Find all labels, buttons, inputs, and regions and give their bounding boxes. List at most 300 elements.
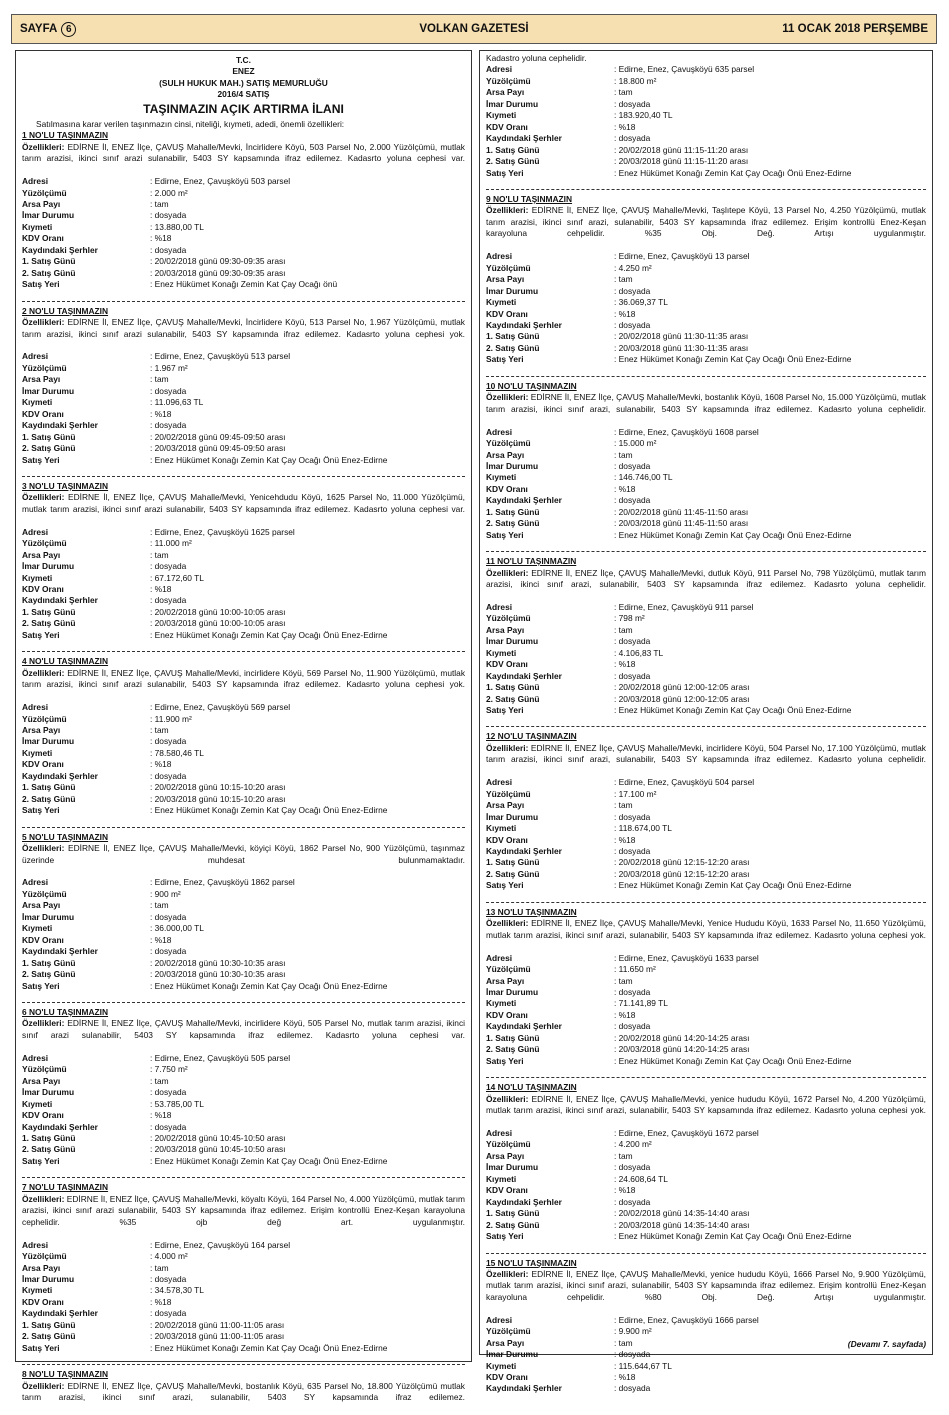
field-label-kdv: KDV Oranı xyxy=(22,1110,64,1121)
field-row-kiymet xyxy=(486,472,926,483)
field-value-s1: : 20/02/2018 günü 10:15-10:20 arası xyxy=(150,782,286,793)
field-row-imar xyxy=(22,561,465,572)
dashed-separator xyxy=(22,301,465,302)
field-value-s1: : 20/02/2018 günü 11:00-11:05 arası xyxy=(150,1319,285,1330)
field-row-adres xyxy=(486,953,926,964)
field-label-yer: Satış Yeri xyxy=(22,1342,60,1353)
newspaper-name: VOLKAN GAZETESİ xyxy=(419,23,529,35)
field-label-yuz: Yüzölçümü xyxy=(22,1064,67,1075)
field-row-yer xyxy=(486,880,926,891)
field-label-s1: 1. Satış Günü xyxy=(486,682,540,693)
field-value-s1: : 20/02/2018 günü 11:45-11:50 arası xyxy=(614,506,749,517)
field-label-yuz: Yüzölçümü xyxy=(22,538,67,549)
field-value-yuz: : 7.750 m² xyxy=(150,1064,188,1075)
field-value-arsa: : tam xyxy=(614,274,633,285)
field-value-imar: : dosyada xyxy=(150,210,187,221)
field-row-kiymet xyxy=(22,222,465,233)
field-value-kiymet: : 183.920,40 TL xyxy=(614,110,673,121)
field-label-yuz: Yüzölçümü xyxy=(22,888,67,899)
issue-date: 11 OCAK 2018 PERŞEMBE xyxy=(782,23,928,35)
field-row-arsa xyxy=(22,900,465,911)
field-label-adres: Adresi xyxy=(22,176,49,187)
field-row-arsa xyxy=(22,1263,465,1274)
field-row-arsa xyxy=(486,87,926,98)
field-value-s1: : 20/02/2018 günü 12:15-12:20 arası xyxy=(614,857,750,868)
field-label-kiymet: Kıymeti xyxy=(486,647,517,658)
field-label-arsa: Arsa Payı xyxy=(486,1150,525,1161)
field-row-serh xyxy=(486,1383,926,1394)
field-label-arsa: Arsa Payı xyxy=(486,975,525,986)
property-block xyxy=(486,194,926,366)
property-block-continued xyxy=(486,64,926,179)
field-label-s1: 1. Satış Günü xyxy=(22,606,76,617)
dashed-separator xyxy=(22,827,465,828)
field-value-imar: : dosyada xyxy=(614,986,651,997)
field-row-kiymet xyxy=(486,1174,926,1185)
field-value-yuz: : 4.200 m² xyxy=(614,1139,652,1150)
field-label-imar: İmar Durumu xyxy=(486,1162,539,1173)
field-label-kdv: KDV Oranı xyxy=(22,584,64,595)
field-value-yer: : Enez Hükümet Konağı Zemin Kat Çay Ocağı Önü Enez-Edirne xyxy=(614,354,852,365)
property-description xyxy=(486,568,926,602)
field-row-adres xyxy=(22,877,465,888)
field-label-kdv: KDV Oranı xyxy=(486,308,528,319)
description-label: Özellikleri: xyxy=(22,317,65,328)
field-label-arsa: Arsa Payı xyxy=(22,1075,61,1086)
property-block xyxy=(486,381,926,541)
description-label: Özellikleri: xyxy=(22,1018,65,1029)
field-value-kiymet: : 78.580,46 TL xyxy=(150,747,204,758)
field-row-kdv xyxy=(22,759,465,770)
field-row-yuz xyxy=(486,1139,926,1150)
field-row-s1 xyxy=(22,782,465,793)
field-label-yuz: Yüzölçümü xyxy=(22,362,67,373)
field-value-imar: : dosyada xyxy=(614,460,651,471)
field-row-imar xyxy=(486,812,926,823)
field-label-yuz: Yüzölçümü xyxy=(486,1326,531,1337)
field-row-yuz xyxy=(486,964,926,975)
field-row-kiymet xyxy=(486,823,926,834)
field-row-yer xyxy=(486,1056,926,1067)
field-label-arsa: Arsa Payı xyxy=(22,1262,61,1273)
field-label-serh: Kaydındaki Şerhler xyxy=(22,595,98,606)
field-value-yuz: : 9.900 m² xyxy=(614,1326,652,1337)
field-value-kiymet: : 4.106,83 TL xyxy=(614,647,664,658)
field-row-yuz xyxy=(22,363,465,374)
field-value-kdv: : %18 xyxy=(614,1009,636,1020)
field-label-yuz: Yüzölçümü xyxy=(486,788,531,799)
field-value-kiymet: : 36.000,00 TL xyxy=(150,923,204,934)
dashed-separator xyxy=(22,651,465,652)
field-row-adres xyxy=(22,702,465,713)
dashed-separator xyxy=(486,376,926,377)
field-row-serh xyxy=(486,320,926,331)
field-row-s2 xyxy=(486,518,926,529)
property-heading: 8 NO'LU TAŞINMAZIN xyxy=(22,1369,109,1380)
field-value-s2: : 20/03/2018 günü 11:30-11:35 arası xyxy=(614,342,749,353)
field-row-yer xyxy=(22,805,465,816)
description-label: Özellikleri: xyxy=(22,667,65,678)
property-description xyxy=(22,1018,465,1052)
field-label-kdv: KDV Oranı xyxy=(486,1372,528,1383)
field-row-adres xyxy=(486,427,926,438)
field-label-s2: 2. Satış Günü xyxy=(22,267,76,278)
property-block xyxy=(22,130,465,290)
field-label-imar: İmar Durumu xyxy=(22,911,75,922)
field-row-s2 xyxy=(486,694,926,705)
field-value-kiymet: : 34.578,30 TL xyxy=(150,1285,204,1296)
field-label-yuz: Yüzölçümü xyxy=(486,75,531,86)
field-row-s1 xyxy=(486,331,926,342)
property-block xyxy=(22,306,465,466)
field-label-adres: Adresi xyxy=(486,952,513,963)
field-value-kdv: : %18 xyxy=(150,759,172,770)
description-text: EDİRNE İl, ENEZ İlçe, ÇAVUŞ Mahalle/Mevki, bostanlık Köyü, 635 Parsel No, 18.800 Yüzölçümü mutlak tarım arazisi, ikinci sınıf arazi, sulanabilir, 5403 SY kapsamında ifraz edilemez. xyxy=(22,1380,465,1403)
property-heading: 4 NO'LU TAŞINMAZIN xyxy=(22,656,109,667)
field-label-s2: 2. Satış Günü xyxy=(22,443,76,454)
field-row-s1 xyxy=(22,1320,465,1331)
dashed-separator xyxy=(486,902,926,903)
field-label-kiymet: Kıymeti xyxy=(486,998,517,1009)
field-row-kdv xyxy=(22,935,465,946)
field-row-yuz xyxy=(22,1251,465,1262)
field-label-serh: Kaydındaki Şerhler xyxy=(22,244,98,255)
description-label: Özellikleri: xyxy=(486,742,529,753)
field-label-yer: Satış Yeri xyxy=(22,1155,60,1166)
field-row-arsa xyxy=(22,550,465,561)
property-description xyxy=(486,1269,926,1315)
field-label-imar: İmar Durumu xyxy=(22,736,75,747)
field-row-s1 xyxy=(22,432,465,443)
field-row-imar xyxy=(22,912,465,923)
field-label-imar: İmar Durumu xyxy=(22,385,75,396)
field-row-arsa xyxy=(486,450,926,461)
dashed-separator xyxy=(486,1077,926,1078)
field-label-yuz: Yüzölçümü xyxy=(22,1251,67,1262)
field-row-yer xyxy=(486,354,926,365)
description-label: Özellikleri: xyxy=(22,492,65,503)
field-row-kdv xyxy=(486,1185,926,1196)
field-row-kdv xyxy=(486,484,926,495)
field-row-yuz xyxy=(486,789,926,800)
field-label-arsa: Arsa Payı xyxy=(22,900,61,911)
field-label-kiymet: Kıymeti xyxy=(22,1285,53,1296)
field-row-kiymet xyxy=(22,923,465,934)
property-heading: 3 NO'LU TAŞINMAZIN xyxy=(22,480,109,491)
dashed-separator xyxy=(22,1177,465,1178)
field-value-yer: : Enez Hükümet Konağı Zemin Kat Çay Ocağı Önü Enez-Edirne xyxy=(150,980,388,991)
field-label-adres: Adresi xyxy=(486,777,513,788)
field-value-arsa: : tam xyxy=(614,1150,633,1161)
description-label: Özellikleri: xyxy=(22,1193,65,1204)
field-value-adres: : Edirne, Enez, Çavuşköyü 13 parsel xyxy=(614,251,750,262)
field-label-serh: Kaydındaki Şerhler xyxy=(486,1021,562,1032)
field-row-kdv xyxy=(486,835,926,846)
field-row-s2 xyxy=(22,618,465,629)
property-description xyxy=(22,317,465,351)
dashed-separator xyxy=(22,476,465,477)
field-row-s1 xyxy=(22,1133,465,1144)
property-heading: 9 NO'LU TAŞINMAZIN xyxy=(486,193,573,204)
field-label-kiymet: Kıymeti xyxy=(486,472,517,483)
field-row-kdv xyxy=(22,233,465,244)
field-label-arsa: Arsa Payı xyxy=(486,624,525,635)
field-value-yer: : Enez Hükümet Konağı Zemin Kat Çay Ocağı Önü Enez-Edirne xyxy=(150,1155,388,1166)
notice-intro: Satılmasına karar verilen taşınmazın cinsi, niteliği, kıymeti, adedi, önemli özellikleri: xyxy=(36,118,345,129)
field-row-yer xyxy=(22,981,465,992)
field-label-serh: Kaydındaki Şerhler xyxy=(486,670,562,681)
field-row-yer xyxy=(486,168,926,179)
field-label-s2: 2. Satış Günü xyxy=(22,1331,76,1342)
field-value-s2: : 20/03/2018 günü 11:00-11:05 arası xyxy=(150,1331,285,1342)
field-row-s1 xyxy=(486,1033,926,1044)
field-row-imar xyxy=(22,736,465,747)
field-label-serh: Kaydındaki Şerhler xyxy=(22,420,98,431)
field-label-kiymet: Kıymeti xyxy=(22,1098,53,1109)
field-label-serh: Kaydındaki Şerhler xyxy=(486,495,562,506)
field-value-serh: : dosyada xyxy=(150,420,187,431)
field-label-adres: Adresi xyxy=(486,1127,513,1138)
field-label-s2: 2. Satış Günü xyxy=(486,693,540,704)
field-row-s1 xyxy=(22,958,465,969)
field-row-arsa xyxy=(486,625,926,636)
notice-tc: T.C. xyxy=(236,55,251,65)
field-value-s1: : 20/02/2018 günü 11:15-11:20 arası xyxy=(614,144,749,155)
field-row-adres xyxy=(22,1053,465,1064)
field-row-yuz xyxy=(486,263,926,274)
field-value-serh: : dosyada xyxy=(614,133,651,144)
field-row-kiymet xyxy=(486,297,926,308)
field-row-s2 xyxy=(486,156,926,167)
field-value-yer: : Enez Hükümet Konağı Zemin Kat Çay Ocağı Önü Enez-Edirne xyxy=(150,805,388,816)
field-label-serh: Kaydındaki Şerhler xyxy=(486,846,562,856)
description-text: EDİRNE İl, ENEZ İlçe, ÇAVUŞ Mahalle/Mevki, yenice hududu Köyü, 1666 Parsel No, 9.900 Yüzölçümü, mutlak tarım arazisi, ikinci sınıf arazi, sulanabilir, 5403 SY kapsamında ifraz edilemez. Erişim kontrollü Enez-Keşan karayoluna cehpelidir. %80 Obj. Değ. Artışı uygulanmıştır. xyxy=(486,1268,926,1302)
field-label-imar: İmar Durumu xyxy=(22,210,75,221)
field-row-kiymet xyxy=(486,648,926,659)
field-label-adres: Adresi xyxy=(22,877,49,888)
field-label-arsa: Arsa Payı xyxy=(486,274,525,285)
property-description xyxy=(486,205,926,251)
field-row-kdv xyxy=(486,1010,926,1021)
field-value-serh: : dosyada xyxy=(614,670,651,681)
field-value-serh: : dosyada xyxy=(614,319,651,330)
property-heading: 2 NO'LU TAŞINMAZIN xyxy=(22,305,109,316)
field-label-arsa: Arsa Payı xyxy=(486,1337,525,1348)
field-label-serh: Kaydındaki Şerhler xyxy=(22,1308,98,1319)
field-value-serh: : dosyada xyxy=(614,846,651,856)
field-value-s1: : 20/02/2018 günü 14:20-14:25 arası xyxy=(614,1032,750,1043)
field-value-yer: : Enez Hükümet Konağı Zemin Kat Çay Ocağı Önü Enez-Edirne xyxy=(614,1231,852,1242)
field-label-adres: Adresi xyxy=(486,601,513,612)
field-label-serh: Kaydındaki Şerhler xyxy=(486,133,562,144)
field-label-serh: Kaydındaki Şerhler xyxy=(486,319,562,330)
field-value-arsa: : tam xyxy=(614,87,633,98)
field-row-adres xyxy=(486,602,926,613)
property-block xyxy=(22,1369,465,1415)
description-text: EDİRNE İl, ENEZ İlçe, ÇAVUŞ Mahalle/Mevki, yenice hududu Köyü, 1672 Parsel No, 4.200 Yüzölçümü, mutlak tarım arazisi, ikinci sınıf arazi, sulanabilir, 5403 SY kapsamında ifraz edilemez. Kadasrto yoluna cephesi yok. xyxy=(486,1093,926,1116)
field-label-imar: İmar Durumu xyxy=(486,986,539,997)
field-row-kdv xyxy=(486,309,926,320)
property-block xyxy=(486,1082,926,1242)
field-label-adres: Adresi xyxy=(22,526,49,537)
field-row-serh xyxy=(22,595,465,606)
description-text: EDİRNE İl, ENEZ İlçe, ÇAVUŞ Mahalle/Mevki, Yenicehdudu Köyü, 1625 Parsel No, 11.000 Yüzölçümü, mutlak tarım arazisi, ikinci sınıf arazi sulanabilir, 5403 SY kapsamında ifraz edilemez. Kadasrto yoluna cephesi var. xyxy=(22,492,465,514)
field-label-yer: Satış Yeri xyxy=(486,354,524,365)
property-heading: 13 NO'LU TAŞINMAZIN xyxy=(486,906,577,917)
field-label-serh: Kaydındaki Şerhler xyxy=(22,946,98,957)
field-value-s1: : 20/02/2018 günü 10:00-10:05 arası xyxy=(150,606,286,617)
field-label-kdv: KDV Oranı xyxy=(22,1296,64,1307)
field-value-yuz: : 18.800 m² xyxy=(614,75,657,86)
property-description xyxy=(486,743,926,777)
field-row-s1 xyxy=(486,857,926,868)
field-value-imar: : dosyada xyxy=(150,736,187,747)
field-label-imar: İmar Durumu xyxy=(486,636,539,647)
field-value-yer: : Enez Hükümet Konağı Zemin Kat Çay Ocağı Önü Enez-Edirne xyxy=(614,167,852,178)
field-label-s1: 1. Satış Günü xyxy=(22,431,76,442)
field-label-arsa: Arsa Payı xyxy=(22,549,61,560)
field-value-adres: : Edirne, Enez, Çavuşköyü 1625 parsel xyxy=(150,526,295,537)
field-label-imar: İmar Durumu xyxy=(486,811,539,822)
field-row-arsa xyxy=(486,1151,926,1162)
field-row-imar xyxy=(22,210,465,221)
property-block xyxy=(22,656,465,816)
field-label-yer: Satış Yeri xyxy=(486,705,524,716)
field-label-s1: 1. Satış Günü xyxy=(22,1132,76,1143)
field-row-yer xyxy=(486,1231,926,1242)
property-heading: 5 NO'LU TAŞINMAZIN xyxy=(22,831,109,842)
property-description xyxy=(22,668,465,702)
field-row-serh xyxy=(22,245,465,256)
field-value-yuz: : 17.100 m² xyxy=(614,788,657,799)
field-value-serh: : dosyada xyxy=(614,1021,651,1032)
field-label-adres: Adresi xyxy=(22,1052,49,1063)
property-block xyxy=(22,481,465,641)
description-text: EDİRNE İl, ENEZ İlçe, ÇAVUŞ Mahalle/Mevki, köyiçi Köyü, 1862 Parsel No, 900 Yüzölçümü, taşınmaz üzerinde muhdesat bulunmamaktadır. xyxy=(22,843,465,865)
field-row-serh xyxy=(22,1122,465,1133)
property-block xyxy=(22,1007,465,1167)
dashed-separator xyxy=(486,189,926,190)
field-row-imar xyxy=(486,286,926,297)
field-row-serh xyxy=(22,420,465,431)
field-value-kdv: : %18 xyxy=(614,659,636,670)
continued-note: (Devamı 7. sayfada) xyxy=(847,1338,926,1349)
field-label-kiymet: Kıymeti xyxy=(22,221,53,232)
description-text: EDİRNE İl, ENEZ İlçe, ÇAVUŞ Mahalle/Mevki, dutluk Köyü, 911 Parsel No, 798 Yüzölçümü, mutlak tarım arazisi, ikinci sınıf arazi, sulanabilir, 5403 SY kapsamında ifraz edilemez. Kadasrto yoluna cephelidir. xyxy=(486,567,926,590)
continuation-text: Kadastro yoluna cephelidir. xyxy=(486,53,587,63)
property-description xyxy=(22,142,465,176)
field-value-serh: : dosyada xyxy=(150,1308,187,1319)
field-value-kiymet: : 11.096,63 TL xyxy=(150,397,204,408)
field-row-s2 xyxy=(22,1331,465,1342)
field-row-yer xyxy=(22,1156,465,1167)
field-label-kdv: KDV Oranı xyxy=(486,1185,528,1196)
field-row-imar xyxy=(22,386,465,397)
field-label-imar: İmar Durumu xyxy=(486,1349,539,1360)
field-row-s1 xyxy=(22,607,465,618)
field-value-adres: : Edirne, Enez, Çavuşköyü 1608 parsel xyxy=(614,426,759,437)
field-label-kdv: KDV Oranı xyxy=(22,233,64,244)
field-value-adres: : Edirne, Enez, Çavuşköyü 1672 parsel xyxy=(614,1127,759,1138)
field-row-kdv xyxy=(22,1297,465,1308)
field-label-kdv: KDV Oranı xyxy=(486,659,528,670)
field-row-serh xyxy=(22,1308,465,1319)
description-text: EDİRNE İl, ENEZ İlçe, ÇAVUŞ Mahalle/Mevki, köyaltı Köyü, 164 Parsel No, 4.000 Yüzölçümü, mutlak tarım arazisi, ikinci sınıf arazi sulanabilir, 5403 SY kapsamında ifraz edilemez. Erişim kontrollü Enez-Keşan karayoluna cephelidir. %35 ojb değ art. uygulanmıştır. xyxy=(22,1193,466,1227)
property-heading: 11 NO'LU TAŞINMAZIN xyxy=(486,556,577,567)
field-row-arsa xyxy=(22,725,465,736)
field-value-imar: : dosyada xyxy=(150,1087,187,1098)
field-value-imar: : dosyada xyxy=(614,636,651,647)
field-value-s2: : 20/03/2018 günü 12:00-12:05 arası xyxy=(614,693,750,704)
field-label-arsa: Arsa Payı xyxy=(22,725,61,736)
field-label-s2: 2. Satış Günü xyxy=(22,1144,76,1155)
field-label-yuz: Yüzölçümü xyxy=(22,713,67,724)
field-value-kdv: : %18 xyxy=(150,584,172,595)
field-value-kdv: : %18 xyxy=(150,233,172,244)
field-value-imar: : dosyada xyxy=(150,1273,187,1284)
field-value-s1: : 20/02/2018 günü 12:00-12:05 arası xyxy=(614,682,750,693)
property-list-left xyxy=(22,130,465,1415)
field-label-serh: Kaydındaki Şerhler xyxy=(486,1196,562,1207)
field-label-yer: Satış Yeri xyxy=(486,167,524,178)
field-row-kdv xyxy=(486,659,926,670)
field-value-adres: : Edirne, Enez, Çavuşköyü 513 parsel xyxy=(150,351,291,362)
dashed-separator xyxy=(22,1002,465,1003)
field-value-serh: : dosyada xyxy=(614,1383,651,1394)
field-row-kiymet xyxy=(486,1361,926,1372)
field-row-adres xyxy=(486,1315,926,1326)
field-value-s2: : 20/03/2018 günü 10:00-10:05 arası xyxy=(150,618,286,629)
description-label: Özellikleri: xyxy=(22,843,65,854)
field-row-yer xyxy=(22,1343,465,1354)
field-row-imar xyxy=(486,1349,926,1360)
field-value-yer: : Enez Hükümet Konağı Zemin Kat Çay Ocağı Önü Enez-Edirne xyxy=(614,1055,852,1066)
field-label-kdv: KDV Oranı xyxy=(486,483,528,494)
field-value-arsa: : tam xyxy=(150,1262,169,1273)
field-value-kdv: : %18 xyxy=(150,408,172,419)
field-label-yuz: Yüzölçümü xyxy=(486,1139,531,1150)
description-label: Özellikleri: xyxy=(22,141,65,152)
description-label: Özellikleri: xyxy=(22,1380,65,1391)
field-label-yuz: Yüzölçümü xyxy=(486,262,531,273)
field-value-kdv: : %18 xyxy=(614,308,636,319)
field-label-adres: Adresi xyxy=(22,351,49,362)
field-value-arsa: : tam xyxy=(150,549,169,560)
field-row-kiymet xyxy=(22,748,465,759)
field-value-arsa: : tam xyxy=(614,449,633,460)
field-value-kiymet: : 53.785,00 TL xyxy=(150,1098,204,1109)
field-value-kdv: : %18 xyxy=(150,1296,172,1307)
field-value-serh: : dosyada xyxy=(614,495,651,506)
field-value-kdv: : %18 xyxy=(614,121,636,132)
field-value-adres: : Edirne, Enez, Çavuşköyü 503 parsel xyxy=(150,176,291,187)
sayfa-label: SAYFA xyxy=(20,23,58,35)
field-label-yuz: Yüzölçümü xyxy=(486,613,531,624)
field-row-kdv xyxy=(486,122,926,133)
field-value-s2: : 20/03/2018 günü 09:30-09:35 arası xyxy=(150,267,286,278)
dashed-separator xyxy=(486,726,926,727)
field-row-imar xyxy=(486,1162,926,1173)
field-row-kdv xyxy=(22,409,465,420)
field-value-s2: : 20/03/2018 günü 12:15-12:20 arası xyxy=(614,868,750,879)
field-row-imar xyxy=(22,1087,465,1098)
description-text: EDİRNE İl, ENEZ İlçe, ÇAVUŞ Mahalle/Mevki, Yenice Hududu Köyü, 1633 Parsel No, 11.650 Yüzölçümü, mutlak tarım arazisi, ikinci sınıf arazi, sulanabilir, 5403 SY kapsamında ifraz edilemez. Kadasrto yoluna cephesi yok. xyxy=(486,918,926,940)
field-label-imar: İmar Durumu xyxy=(22,561,75,572)
field-row-yuz xyxy=(486,76,926,87)
field-value-yer: : Enez Hükümet Konağı Zemin Kat Çay Ocağı Önü Enez-Edirne xyxy=(150,1342,388,1353)
field-value-kdv: : %18 xyxy=(614,834,636,845)
field-value-serh: : dosyada xyxy=(614,1196,651,1207)
